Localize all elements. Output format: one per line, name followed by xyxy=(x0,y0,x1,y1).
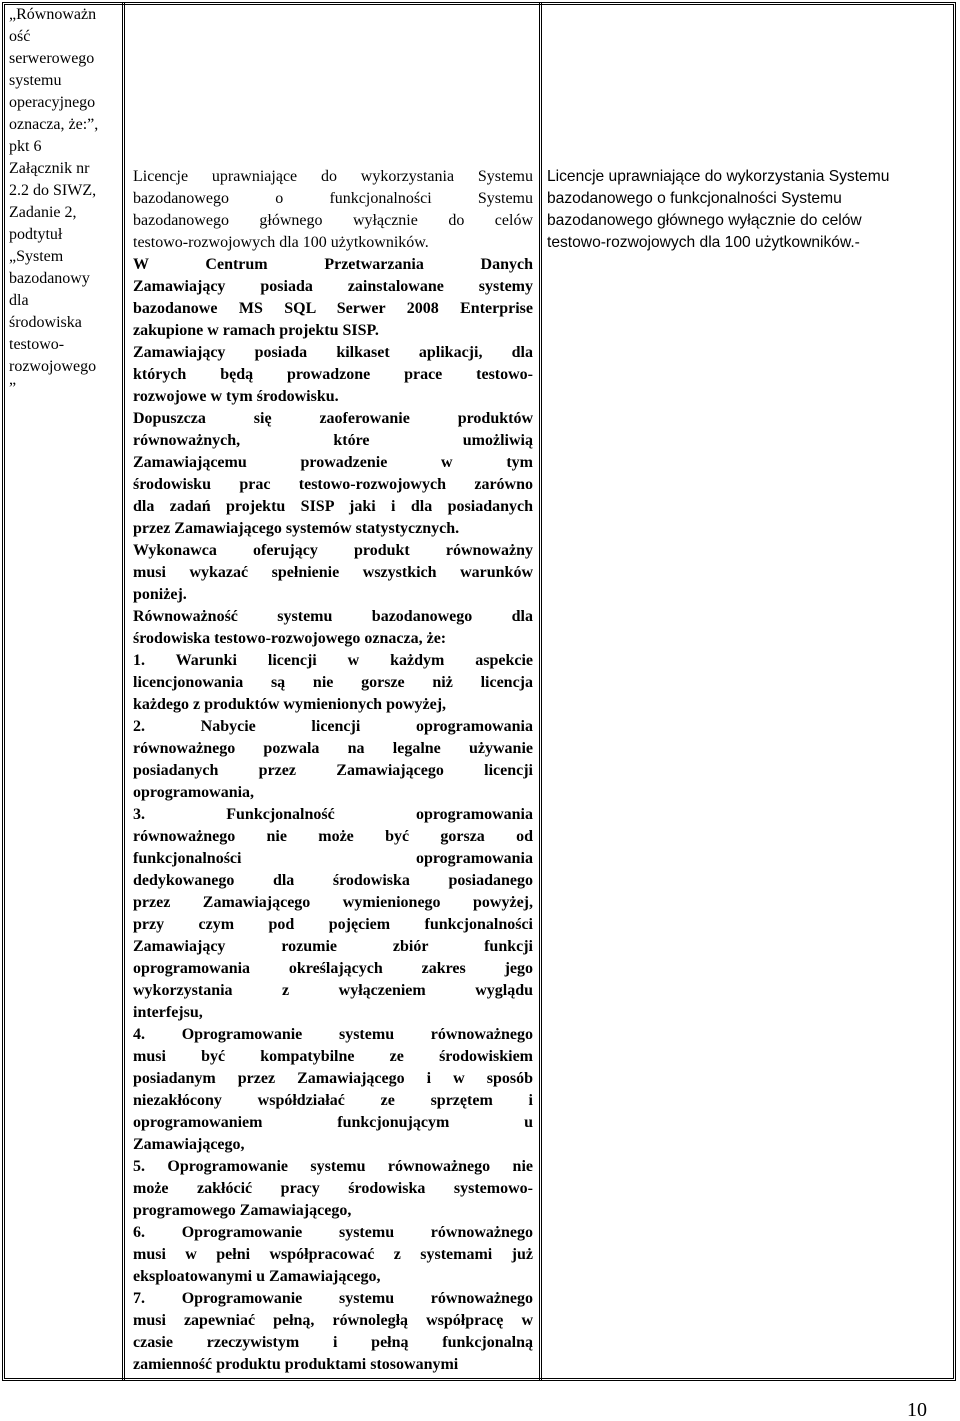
requirement-line: Zamawiającego, xyxy=(133,1136,245,1153)
row-label-line: pkt 6 xyxy=(9,138,42,155)
row-label-line: bazodanowy xyxy=(9,270,90,287)
offer-cell xyxy=(547,166,942,254)
requirement-line: dla zadań projektu SISP jaki i dla posiadanych xyxy=(133,498,533,515)
requirement-line: Zamawiającemu prowadzenie w tym xyxy=(133,454,533,471)
requirement-line: eksploatowanymi u Zamawiającego, xyxy=(133,1268,381,1285)
requirement-line: Dopuszcza się zaoferowanie produktów xyxy=(133,410,533,427)
requirement-line: posiadanym przez Zamawiającego i w sposób xyxy=(133,1070,533,1087)
requirement-line: niezakłócony współdziałać ze sprzętem i xyxy=(133,1092,533,1109)
requirement-line: 1. Warunki licencji w każdym aspekcie xyxy=(133,652,533,669)
offer-line: Licencje uprawniające do wykorzystania Systemu xyxy=(547,168,890,185)
requirement-line: przez Zamawiającego wymienionego powyżej, xyxy=(133,894,533,911)
requirement-line: Zamawiający posiada kilkaset aplikacji, dla xyxy=(133,344,533,361)
offer-line: bazodanowego głównego wyłącznie do celów xyxy=(547,212,862,229)
requirement-line: bazodanowego głównego wyłącznie do celów xyxy=(133,212,533,229)
requirement-line: 3. Funkcjonalność oprogramowania xyxy=(133,806,533,823)
requirement-line: musi zapewniać pełną, równoległą współpracę w xyxy=(133,1312,533,1329)
requirement-line: 2. Nabycie licencji oprogramowania xyxy=(133,718,533,735)
requirement-line: oprogramowania, xyxy=(133,784,255,801)
requirement-line: musi być kompatybilne ze środowiskiem xyxy=(133,1048,533,1065)
row-label-line: ” xyxy=(9,380,17,397)
row-label-line: serwerowego xyxy=(9,50,95,67)
requirement-line: programowego Zamawiającego, xyxy=(133,1202,352,1219)
row-label-cell xyxy=(9,4,119,400)
requirement-line: 5. Oprogramowanie systemu równoważnego nie xyxy=(133,1158,533,1175)
requirement-line: Zamawiający posiada zainstalowane systemy xyxy=(133,278,533,295)
row-label-line: rozwojowego xyxy=(9,358,97,375)
offer-line: testowo-rozwojowych dla 100 użytkowników.- xyxy=(547,234,860,251)
requirement-line: środowiska testowo-rozwojowego oznacza, że: xyxy=(133,630,447,647)
requirement-line: 4. Oprogramowanie systemu równoważnego xyxy=(133,1026,533,1043)
requirement-line: W Centrum Przetwarzania Danych xyxy=(133,256,533,273)
row-label-line: Załącznik nr xyxy=(9,160,90,177)
requirement-line: bazodanowego o funkcjonalności Systemu xyxy=(133,190,533,207)
requirement-line: licencjonowania są nie gorsze niż licencja xyxy=(133,674,533,691)
requirement-line: interfejsu, xyxy=(133,1004,203,1021)
row-label-line: testowo- xyxy=(9,336,65,353)
row-label-line: operacyjnego xyxy=(9,94,96,111)
requirement-line: 7. Oprogramowanie systemu równoważnego xyxy=(133,1290,533,1307)
row-label-line: oznacza, że:”, xyxy=(9,116,99,133)
requirement-line: może zakłócić pracy środowiska systemowo- xyxy=(133,1180,533,1197)
requirement-line: równoważnego nie może być gorsza od xyxy=(133,828,533,845)
requirement-line: posiadanych przez Zamawiającego licencji xyxy=(133,762,533,779)
requirement-line: poniżej. xyxy=(133,586,187,603)
requirement-line: czasie rzeczywistym i pełną funkcjonalną xyxy=(133,1334,533,1351)
row-label-line: „System xyxy=(9,248,64,265)
requirement-line: równoważnych, które umożliwią xyxy=(133,432,533,449)
offer-line: bazodanowego o funkcjonalności Systemu xyxy=(547,190,842,207)
requirement-line: zamienność produktu produktami stosowanymi xyxy=(133,1356,459,1373)
page-number: 10 xyxy=(907,1399,927,1421)
requirement-line: których będą prowadzone prace testowo- xyxy=(133,366,533,383)
requirement-line: równoważnego pozwala na legalne używanie xyxy=(133,740,533,757)
requirement-line: zakupione w ramach projektu SISP. xyxy=(133,322,379,339)
requirement-line: Równoważność systemu bazodanowego dla xyxy=(133,608,533,625)
requirement-line: przez Zamawiającego systemów statystycznych. xyxy=(133,520,460,537)
requirement-line: musi wykazać spełnienie wszystkich warunków xyxy=(133,564,533,581)
requirement-line: każdego z produktów wymienionych powyżej, xyxy=(133,696,447,713)
requirement-line: przy czym pod pojęciem funkcjonalności xyxy=(133,916,533,933)
requirement-line: dedykowanego dla środowiska posiadanego xyxy=(133,872,533,889)
row-label-line: ość xyxy=(9,28,31,45)
requirement-line: Wykonawca oferujący produkt równoważny xyxy=(133,542,533,559)
row-label-line: podtytuł xyxy=(9,226,63,243)
row-label-line: Zadanie 2, xyxy=(9,204,77,221)
requirement-line: oprogramowania określających zakres jego xyxy=(133,960,533,977)
row-label-line: „Równoważn xyxy=(9,6,97,23)
row-label-line: dla xyxy=(9,292,29,309)
requirement-line: funkcjonalności oprogramowania xyxy=(133,850,533,867)
requirement-line: Licencje uprawniające do wykorzystania Systemu xyxy=(133,168,533,185)
requirement-line: bazodanowe MS SQL Serwer 2008 Enterprise xyxy=(133,300,533,317)
requirement-line: wykorzystania z wyłączeniem wyglądu xyxy=(133,982,533,999)
requirement-line: testowo-rozwojowych dla 100 użytkowników. xyxy=(133,234,429,251)
requirement-line: Zamawiający rozumie zbiór funkcji xyxy=(133,938,533,955)
requirement-line: oprogramowaniem funkcjonującym u xyxy=(133,1114,533,1131)
requirement-line: środowisku prac testowo-rozwojowych zarówno xyxy=(133,476,533,493)
row-label-line: systemu xyxy=(9,72,62,89)
requirement-line: 6. Oprogramowanie systemu równoważnego xyxy=(133,1224,533,1241)
row-label-line: 2.2 do SIWZ, xyxy=(9,182,97,199)
row-label-line: środowiska xyxy=(9,314,82,331)
requirement-line: musi w pełni współpracować z systemami już xyxy=(133,1246,533,1263)
requirement-line: rozwojowe w tym środowisku. xyxy=(133,388,339,405)
requirements-cell xyxy=(133,166,533,1376)
